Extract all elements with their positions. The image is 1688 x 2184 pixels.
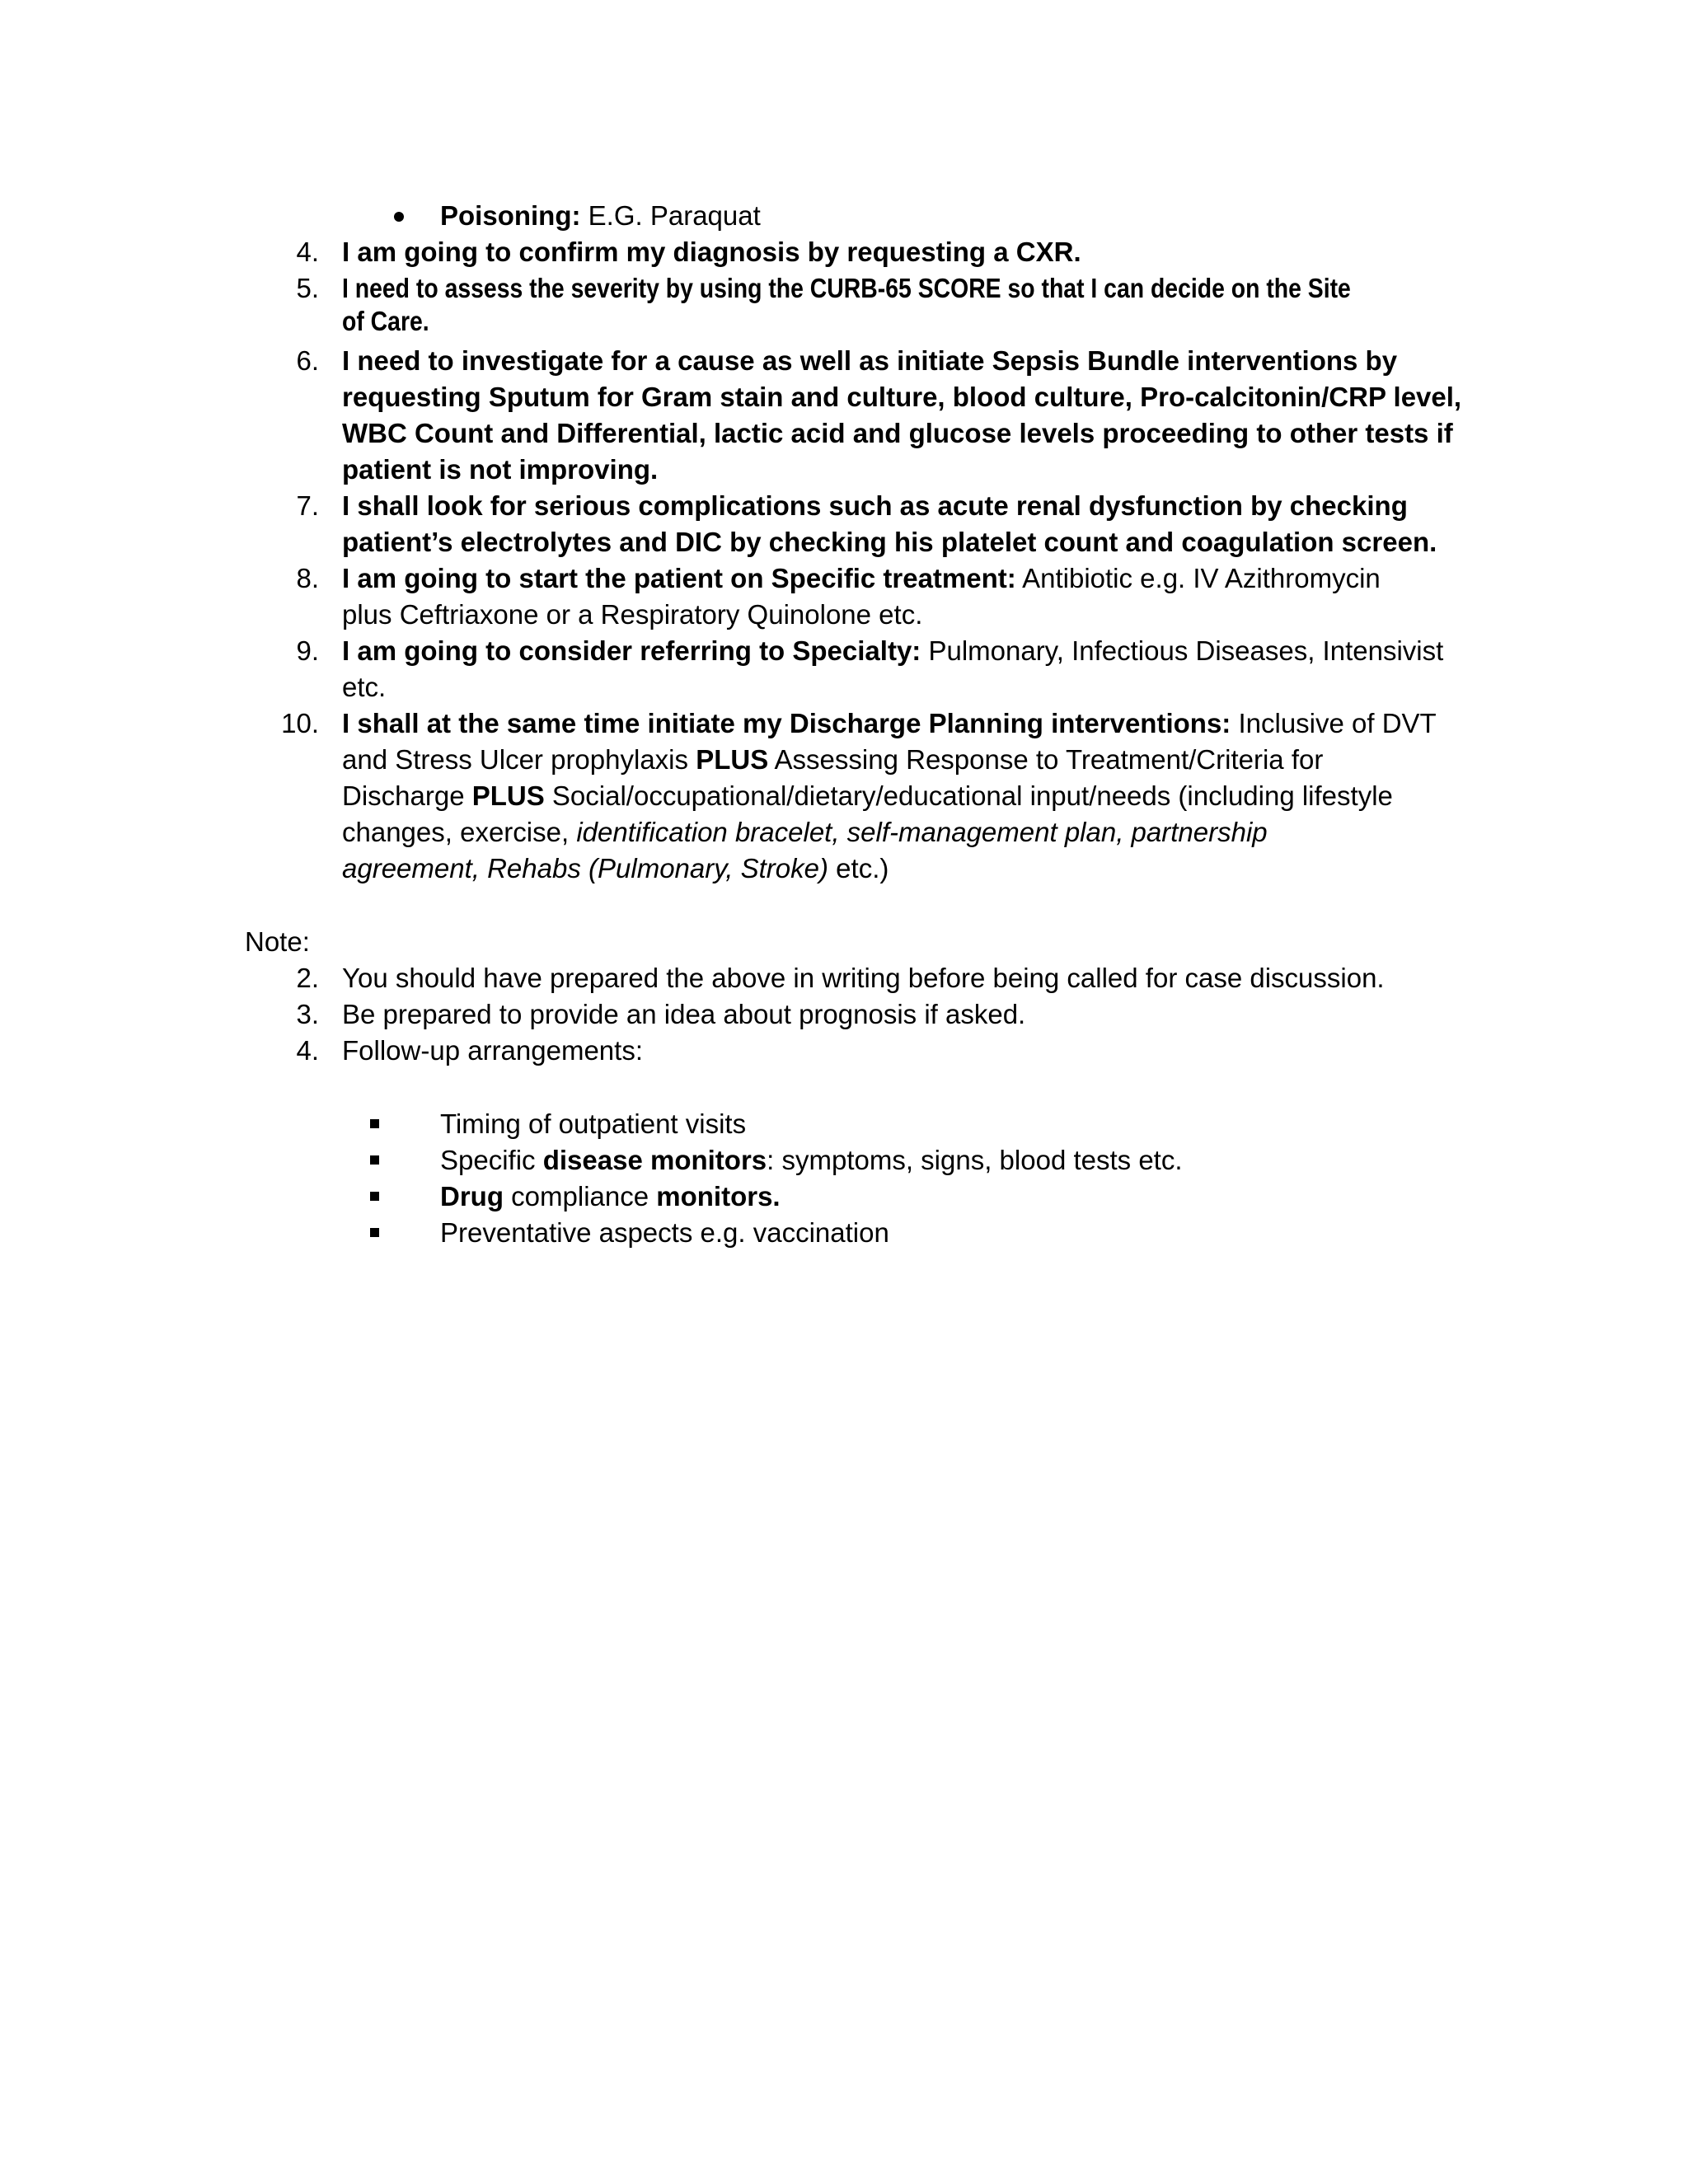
list-item-line-segment: Assessing Response to Treatment/Criteria for — [768, 744, 1324, 775]
list-item-line-segment: Pulmonary, Infectious Diseases, Intensivist — [921, 635, 1444, 666]
top-bullet-label: Poisoning: — [440, 200, 581, 231]
list-item-line — [342, 633, 1443, 669]
top-bullet-text: E.G. Paraquat — [580, 200, 761, 231]
list-item-line-segment: PLUS — [471, 780, 545, 811]
followup-item-segment: Timing of outpatient visits — [440, 1108, 747, 1139]
list-item-line-segment: requesting Sputum for Gram stain and culture, blood culture, Pro-calcitonin/CRP level, — [342, 382, 1462, 412]
list-item-line — [342, 379, 1461, 415]
list-item-line-segment: changes, exercise, — [342, 817, 577, 847]
note-item-number: 4. — [296, 1035, 319, 1066]
list-item-line — [342, 560, 1381, 597]
note-heading: Note: — [245, 926, 310, 957]
list-item-line — [342, 597, 922, 633]
square-bullet-icon — [370, 1192, 379, 1201]
list-item-number: 4. — [296, 237, 319, 267]
list-item-line-segment: patient is not improving. — [342, 454, 659, 485]
bullet-dot-icon — [394, 212, 404, 222]
list-item-line-segment: Social/occupational/dietary/educational input/needs (including lifestyle — [544, 780, 1393, 811]
followup-item — [440, 1142, 1183, 1179]
list-item-number: 6. — [296, 345, 319, 376]
note-item-number: 3. — [296, 999, 319, 1029]
followup-item — [440, 1179, 781, 1215]
list-item-line — [342, 705, 1437, 742]
list-item-number: 10. — [281, 708, 319, 738]
list-item-line-segment: identification bracelet, self-management plan, partnership — [576, 817, 1268, 847]
list-item-line-segment: PLUS — [696, 744, 769, 775]
list-item-line-segment: Inclusive of DVT — [1231, 708, 1437, 738]
list-item-line-segment: Discharge — [342, 780, 472, 811]
list-item-line — [342, 742, 1323, 778]
list-item-number: 8. — [296, 563, 319, 593]
list-item-line — [342, 303, 443, 340]
list-item-line — [342, 488, 1408, 524]
list-item-line-segment: agreement, Rehabs (Pulmonary, Stroke) — [342, 853, 828, 883]
list-item-line — [342, 234, 1081, 270]
list-item-line-segment: I am going to start the patient on Specific treatment: — [342, 563, 1016, 593]
list-item-line-segment: I need to investigate for a cause as well as initiate Sepsis Bundle interventions by — [342, 345, 1398, 376]
note-item-text: You should have prepared the above in writing before being called for case discussion. — [342, 963, 1385, 993]
note-item-text: Follow-up arrangements: — [342, 1035, 643, 1066]
list-item-line-segment: of Care. — [342, 306, 429, 336]
list-item-line-segment: plus Ceftriaxone or a Respiratory Quinolone etc. — [342, 599, 923, 630]
list-item-number: 5. — [296, 273, 319, 303]
followup-item-segment: compliance — [504, 1181, 657, 1212]
followup-item-segment: Drug — [440, 1181, 504, 1212]
list-item-number: 9. — [296, 635, 319, 666]
list-item-line-segment: and Stress Ulcer prophylaxis — [342, 744, 696, 775]
list-item-line-segment: Antibiotic e.g. IV Azithromycin — [1015, 563, 1381, 593]
list-item-line — [342, 452, 658, 488]
list-item-line — [342, 270, 1515, 307]
list-item-line-segment: I shall at the same time initiate my Discharge Planning interventions: — [342, 708, 1231, 738]
top-bullet-line — [440, 198, 761, 234]
list-item-line-segment: etc.) — [828, 853, 889, 883]
followup-item-segment: Preventative aspects e.g. vaccination — [440, 1217, 889, 1248]
square-bullet-icon — [370, 1119, 379, 1128]
list-item-line — [342, 851, 889, 887]
list-item-line — [342, 524, 1437, 560]
followup-item-segment: monitors. — [656, 1181, 781, 1212]
followup-item — [440, 1215, 889, 1251]
list-item-line-segment: etc. — [342, 672, 387, 702]
square-bullet-icon — [370, 1155, 379, 1165]
list-item-line — [342, 778, 1393, 814]
followup-item-segment: : symptoms, signs, blood tests etc. — [767, 1145, 1183, 1175]
list-item-line-segment: I need to assess the severity by using the CURB-65 SCORE so that I can decide on the Site — [342, 273, 1351, 303]
followup-item — [440, 1106, 746, 1142]
list-item-line — [342, 343, 1397, 379]
list-item-line — [342, 415, 1453, 452]
list-item-line-segment: I am going to confirm my diagnosis by requesting a CXR. — [342, 237, 1081, 267]
list-item-line-segment: I shall look for serious complications such as acute renal dysfunction by checking — [342, 490, 1408, 521]
square-bullet-icon — [370, 1228, 379, 1237]
list-item-line — [342, 814, 1268, 851]
followup-item-segment: disease monitors — [542, 1145, 767, 1175]
note-item-text: Be prepared to provide an idea about prognosis if asked. — [342, 999, 1026, 1029]
followup-item-segment: Specific — [440, 1145, 543, 1175]
list-item-number: 7. — [296, 490, 319, 521]
note-item-number: 2. — [296, 963, 319, 993]
list-item-line-segment: I am going to consider referring to Specialty: — [342, 635, 921, 666]
list-item-line-segment: WBC Count and Differential, lactic acid and glucose levels proceeding to other tests if — [342, 418, 1453, 448]
list-item-line — [342, 669, 386, 705]
list-item-line-segment: patient’s electrolytes and DIC by checking his platelet count and coagulation screen. — [342, 527, 1437, 557]
